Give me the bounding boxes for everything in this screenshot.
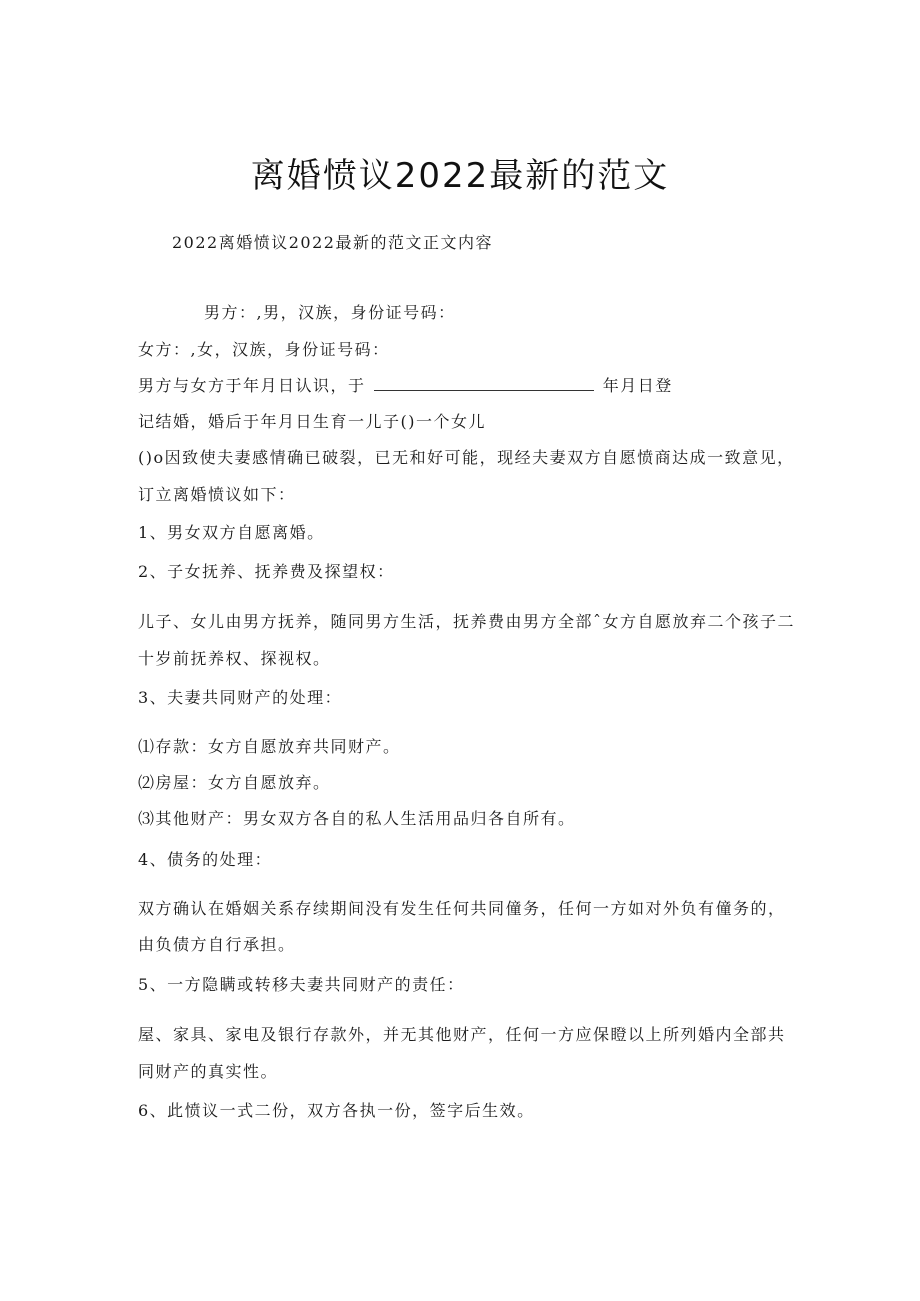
clause-1: 1、男女双方自愿离婚。 [138, 523, 325, 542]
clause-2-text-1: 儿子、女儿由男方抚养，随同男方生活，抚养费由男方全部ˆ女方自愿放弃二个孩子二 [138, 612, 796, 631]
clause-2-text-2: 十岁前抚养权、探视权。 [138, 649, 331, 668]
clause-3-item-c: ⑶其他财产：男女双方各自的私人生活用品归各自所有。 [138, 809, 576, 828]
party-female-line: 女方：,女，汉族，身份证号码： [138, 340, 390, 359]
document-title: 离婚愤议2022最新的范文 [250, 156, 670, 196]
clause-2-heading: 2、子女抚养、抚养费及探望权： [138, 562, 395, 581]
party-male-line: 男方：,男，汉族，身份证号码： [204, 303, 456, 322]
document-subtitle: 2022离婚愤议2022最新的范文正文内容 [172, 233, 493, 252]
marriage-line: 记结婚，婚后于年月日生育一儿子()一个女儿 [138, 412, 486, 431]
reason-line-1: ()o因致使夫妻感情确已破裂，已无和好可能，现经夫妻双方自愿愤商达成一致意见， [138, 448, 795, 467]
clause-4-text-1: 双方确认在婚姻关系存续期间没有发生任何共同僮务，任何一方如对外负有僮务的， [138, 899, 786, 918]
clause-3-item-b: ⑵房屋：女方自愿放弃。 [138, 773, 331, 792]
clause-5-heading: 5、一方隐瞒或转移夫妻共同财产的责任： [138, 975, 465, 994]
clause-3-heading: 3、夫妻共同财产的处理： [138, 688, 343, 707]
met-line-prefix: 男方与女方于年月日认识，于 [138, 376, 366, 395]
blank-underline [374, 376, 594, 391]
clause-5-text-1: 屋、家具、家电及银行存款外，并无其他财产，任何一方应保瞪以上所列婚内全部共 [138, 1025, 786, 1044]
clause-5-text-2: 同财产的真实性。 [138, 1062, 279, 1081]
clause-4-text-2: 由负债方自行承担。 [138, 935, 296, 954]
clause-3-item-a: ⑴存款：女方自愿放弃共同财产。 [138, 737, 401, 756]
reason-line-2: 订立离婚愤议如下： [138, 485, 296, 504]
met-line [138, 376, 673, 396]
clause-6: 6、此愤议一式二份，双方各执一份，签字后生效。 [138, 1101, 535, 1120]
met-line-suffix: 年月日登 [602, 376, 673, 395]
clause-4-heading: 4、债务的处理： [138, 850, 273, 869]
